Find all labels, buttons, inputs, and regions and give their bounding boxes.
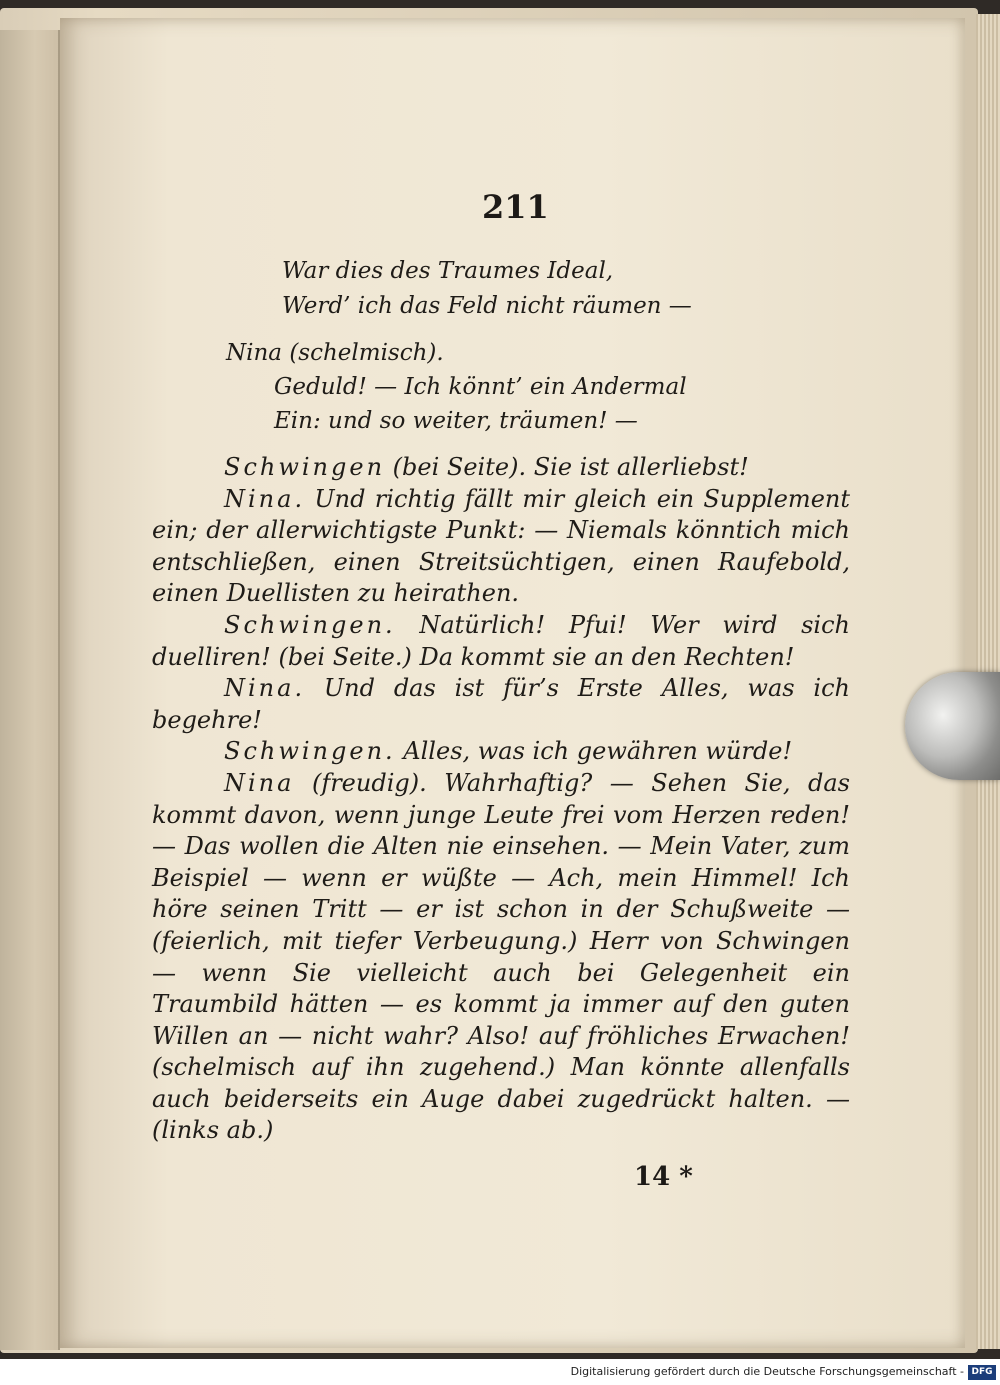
dialogue-text: (freudig). Wahrhaftig? — Sehen Sie, das kommt davon, wenn junge Leute frei vom Herzen reden! — Das wollen die Alten nie einsehen. — Mein Vater, zum Beispiel — wenn er wüßte — Ach, mein Himmel! Ich höre seinen Tritt — er ist schon in der Schußweite — (feierlich, mit tiefer Verbeugung.) Herr von Schwingen — wenn Sie vielleicht auch bei Gelegenheit ein Traumbild hätten — es kommt ja immer auf den guten Willen an — nicht wahr? Also! auf fröhliches Erwachen! (schelmisch auf ihn zugehend.) Man könnte allenfalls auch beiderseits ein Auge dabei zugedrückt halten. — (links ab.) — [152, 768, 850, 1145]
dialogue-text: Alles, was ich gewähren würde! — [395, 737, 793, 766]
signature-mark: 14 * — [634, 1162, 693, 1192]
dialogue-paragraph — [152, 610, 850, 673]
stage-direction: Nina (schelmisch). — [226, 340, 444, 366]
dialogue-paragraph — [152, 736, 850, 768]
verse-line: Geduld! — Ich könnt’ ein Andermal — [274, 374, 687, 400]
footer-credit: Digitalisierung gefördert durch die Deutsche Forschungsgemeinschaft - — [570, 1365, 964, 1378]
verse-line: Ein: und so weiter, träumen! — — [274, 408, 638, 434]
dialogue-text: Natürlich! Pfui! Wer wird sich duelliren! (bei Seite.) Da kommt sie an den Rechten! — [152, 610, 850, 671]
speaker-name: Schwingen. — [224, 610, 396, 639]
dialogue-paragraph — [152, 484, 850, 610]
dialogue-body — [152, 452, 850, 1147]
dialogue-text: Und richtig fällt mir gleich ein Supplement ein; der allerwichtigste Punkt: — Niemals könntich mich entschließen, einen Streitsüchtigen, einen Raufebold, einen Duellisten zu heirathen. — [152, 484, 850, 608]
dialogue-paragraph — [152, 452, 850, 484]
speaker-name: Nina. — [224, 674, 306, 703]
facing-page-edge — [0, 30, 60, 1350]
dfg-logo: DFG — [968, 1365, 996, 1380]
speaker-name: Schwingen — [224, 453, 386, 481]
verse-line: War dies des Traumes Ideal, — [282, 258, 614, 284]
dialogue-text: Und das ist für’s Erste Alles, was ich begehre! — [152, 674, 850, 734]
dialogue-paragraph — [152, 673, 850, 736]
speaker-name: Nina. — [224, 484, 306, 513]
speaker-name: Schwingen. — [224, 737, 396, 766]
verse-line: Werd’ ich das Feld nicht räumen — — [282, 293, 692, 319]
speaker-name: Nina — [224, 768, 295, 797]
page-number: 211 — [482, 188, 549, 226]
dialogue-text: (bei Seite). Sie ist allerliebst! — [385, 453, 749, 481]
footer-bar — [0, 1359, 1000, 1385]
dialogue-paragraph — [152, 768, 850, 1147]
